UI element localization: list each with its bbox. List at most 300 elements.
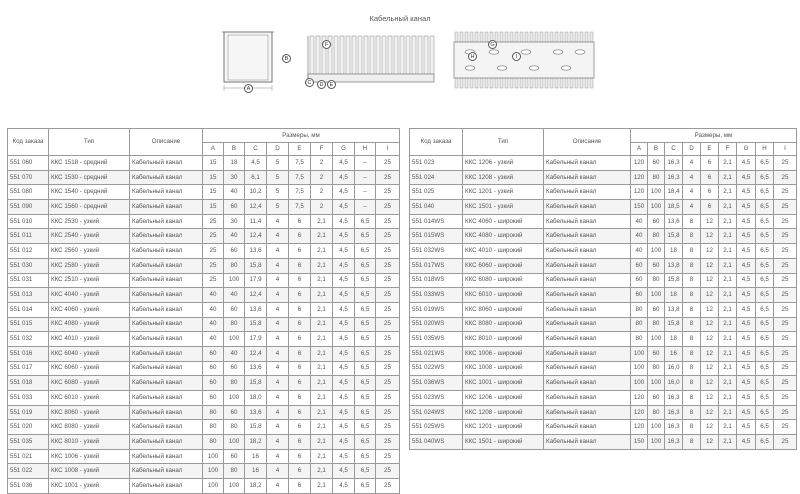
dimension-cell: 60: [648, 302, 665, 317]
type-cell: ККС 8060 - широкий: [463, 302, 544, 317]
type-cell: ККС 1518 - средний: [49, 156, 130, 171]
type-cell: ККС 1208 - широкий: [463, 405, 544, 420]
type-cell: ККС 4080 - широкий: [463, 229, 544, 244]
dimension-cell: 6,5: [756, 229, 774, 244]
type-cell: ККС 1501 - широкий: [463, 435, 544, 450]
type-cell: ККС 1201 - широкий: [463, 420, 544, 435]
description-cell: Кабельный канал: [544, 214, 631, 229]
dimension-cell: 4,5: [333, 435, 355, 450]
table-row: [8, 302, 400, 317]
dimension-cell: 6: [289, 302, 311, 317]
dim-col-header: E: [289, 143, 311, 156]
dimension-cell: 25: [774, 420, 797, 435]
type-cell: ККС 4080 - узкий: [49, 317, 130, 332]
dimension-cell: 8: [683, 391, 701, 406]
dimension-cell: 60: [648, 214, 665, 229]
dimension-cell: 2,1: [719, 346, 737, 361]
dimension-cell: 6,5: [355, 449, 376, 464]
dimension-cell: 13,6: [665, 214, 683, 229]
dimension-cell: 12: [701, 420, 719, 435]
table-row: [410, 200, 797, 215]
dimension-cell: 80: [224, 376, 245, 391]
dimension-cell: 25: [376, 449, 400, 464]
dimension-cell: 25: [774, 156, 797, 171]
dimension-cell: 2,1: [719, 258, 737, 273]
dimension-cell: 6,5: [355, 288, 376, 303]
table-row: [8, 258, 400, 273]
dimension-cell: 25: [774, 214, 797, 229]
order-code-cell: 551 024: [410, 170, 463, 185]
dimension-cell: 2,1: [719, 405, 737, 420]
dim-label-h: H: [468, 52, 477, 61]
type-cell: ККС 1006 - узкий: [49, 449, 130, 464]
dimension-cell: 25: [203, 229, 224, 244]
order-code-cell: 551 023: [410, 156, 463, 171]
dimension-cell: 2,1: [719, 435, 737, 450]
dimension-cell: 6,5: [756, 346, 774, 361]
dimension-cell: 120: [631, 170, 648, 185]
dimension-cell: 15,8: [665, 273, 683, 288]
description-cell: Кабельный канал: [130, 317, 203, 332]
dim-col-header: H: [756, 143, 774, 156]
dim-col-header: E: [701, 143, 719, 156]
dimension-cell: 60: [648, 258, 665, 273]
col-header-dims: Размеры, мм: [203, 129, 400, 143]
dimension-cell: 16,3: [665, 170, 683, 185]
description-cell: Кабельный канал: [130, 435, 203, 450]
dimension-cell: 25: [774, 258, 797, 273]
dimension-cell: 8: [683, 420, 701, 435]
type-cell: ККС 6010 - узкий: [49, 391, 130, 406]
description-cell: Кабельный канал: [130, 332, 203, 347]
order-code-cell: 551 036: [8, 479, 49, 494]
dimension-cell: 6: [701, 170, 719, 185]
table-row: [8, 229, 400, 244]
dimension-cell: 25: [774, 332, 797, 347]
dimension-cell: 16,3: [665, 391, 683, 406]
dimension-cell: 25: [376, 332, 400, 347]
type-cell: ККС 1001 - широкий: [463, 376, 544, 391]
dimension-cell: 6,1: [245, 170, 267, 185]
dimension-cell: 40: [203, 288, 224, 303]
dimension-cell: 4,5: [737, 405, 756, 420]
dimension-cell: 4: [267, 258, 289, 273]
dimension-cell: 4: [267, 420, 289, 435]
type-cell: ККС 6040 - узкий: [49, 346, 130, 361]
dim-label-e: E: [327, 80, 336, 89]
description-cell: Кабельный канал: [544, 288, 631, 303]
description-cell: Кабельный канал: [130, 376, 203, 391]
dimension-cell: 100: [203, 449, 224, 464]
dimension-cell: 6,5: [756, 244, 774, 259]
dimension-cell: 2,1: [311, 346, 333, 361]
dimension-cell: 8: [683, 229, 701, 244]
dimension-cell: 12: [701, 332, 719, 347]
dimension-cell: 2,1: [311, 317, 333, 332]
dimension-cell: 4,5: [737, 156, 756, 171]
dimension-cell: 80: [648, 229, 665, 244]
dimension-cell: 16,3: [665, 156, 683, 171]
dim-col-header: B: [648, 143, 665, 156]
type-cell: ККС 1501 - узкий: [463, 200, 544, 215]
table-row: [8, 317, 400, 332]
order-code-cell: 551 024WS: [410, 405, 463, 420]
dimension-cell: 100: [224, 332, 245, 347]
dimension-cell: 25: [376, 244, 400, 259]
dimension-cell: 25: [774, 244, 797, 259]
dim-col-header: C: [245, 143, 267, 156]
dimension-cell: 6,5: [355, 244, 376, 259]
dimension-cell: 6: [289, 391, 311, 406]
dimension-cell: 2: [311, 200, 333, 215]
dimension-cell: 25: [203, 273, 224, 288]
description-cell: Кабельный канал: [130, 302, 203, 317]
dimension-cell: 80: [631, 332, 648, 347]
dimension-cell: 4,5: [333, 185, 355, 200]
dimension-cell: 100: [648, 288, 665, 303]
dimension-cell: 100: [648, 185, 665, 200]
dimension-cell: 6: [289, 361, 311, 376]
dim-col-header: F: [719, 143, 737, 156]
dimension-cell: 6,5: [756, 420, 774, 435]
dimension-cell: 25: [774, 435, 797, 450]
dimension-cell: 4,5: [737, 273, 756, 288]
dimension-cell: 25: [774, 317, 797, 332]
dimension-cell: 2,1: [719, 332, 737, 347]
dimension-cell: 80: [224, 317, 245, 332]
dimension-cell: 6,5: [355, 405, 376, 420]
table-row: [8, 273, 400, 288]
dimension-cell: 25: [376, 156, 400, 171]
dim-label-c: C: [305, 78, 314, 87]
table-row: [410, 302, 797, 317]
dimension-cell: 80: [648, 317, 665, 332]
table-row: [8, 346, 400, 361]
dimension-cell: 2,1: [719, 229, 737, 244]
type-cell: ККС 2580 - узкий: [49, 258, 130, 273]
dimension-cell: 8: [683, 273, 701, 288]
dimension-cell: 13,6: [245, 302, 267, 317]
table-row: [8, 185, 400, 200]
dimension-cell: 4,5: [333, 361, 355, 376]
dimension-cell: 120: [631, 185, 648, 200]
dimension-cell: 25: [376, 376, 400, 391]
description-cell: Кабельный канал: [130, 464, 203, 479]
dimension-cell: 150: [631, 435, 648, 450]
dimension-cell: 6,5: [355, 258, 376, 273]
dimension-cell: 2,1: [719, 376, 737, 391]
dimension-cell: 4,5: [333, 273, 355, 288]
order-code-cell: 551 020WS: [410, 317, 463, 332]
dimension-cell: 6: [289, 479, 311, 494]
dimension-cell: 8: [683, 317, 701, 332]
dimension-cell: 6,5: [355, 317, 376, 332]
dimension-cell: 6: [289, 464, 311, 479]
table-row: [410, 435, 797, 450]
dimension-cell: 25: [774, 346, 797, 361]
dimension-cell: 8: [683, 258, 701, 273]
order-code-cell: 551 019: [8, 405, 49, 420]
dimension-cell: 4: [267, 214, 289, 229]
dimension-cell: 2,1: [311, 479, 333, 494]
dimension-cell: 25: [376, 420, 400, 435]
dimension-cell: 2,1: [719, 200, 737, 215]
dimension-cell: 2: [311, 170, 333, 185]
dimension-cell: 100: [648, 332, 665, 347]
type-cell: ККС 1208 - узкий: [463, 170, 544, 185]
dimension-cell: 25: [376, 258, 400, 273]
dimension-cell: 80: [631, 317, 648, 332]
table-row: [8, 435, 400, 450]
dimension-cell: 60: [224, 302, 245, 317]
dimension-cell: 4,5: [333, 464, 355, 479]
dimension-cell: 6,5: [756, 391, 774, 406]
dimension-cell: 6,5: [355, 361, 376, 376]
dimension-cell: 25: [376, 464, 400, 479]
description-cell: Кабельный канал: [544, 420, 631, 435]
dimension-cell: 17,9: [245, 332, 267, 347]
dimension-cell: 2,1: [719, 361, 737, 376]
type-cell: ККС 4060 - узкий: [49, 302, 130, 317]
dimension-cell: 18: [665, 332, 683, 347]
dimension-cell: 4,5: [333, 479, 355, 494]
dimension-cell: 8: [683, 346, 701, 361]
dimension-cell: 25: [774, 229, 797, 244]
description-cell: Кабельный канал: [130, 361, 203, 376]
type-cell: ККС 1560 - средний: [49, 200, 130, 215]
dimension-cell: 2,1: [719, 214, 737, 229]
dimension-cell: 25: [774, 273, 797, 288]
dimension-cell: 6,5: [756, 302, 774, 317]
dimension-cell: 120: [631, 405, 648, 420]
dimension-cell: 60: [224, 361, 245, 376]
dimension-cell: 8: [683, 376, 701, 391]
table-row: [410, 288, 797, 303]
dimension-cell: 8: [683, 244, 701, 259]
dimension-cell: 6: [289, 317, 311, 332]
dimension-cell: 4: [683, 185, 701, 200]
table-row: [8, 376, 400, 391]
dimension-cell: 8: [683, 332, 701, 347]
dimension-cell: 13,8: [665, 302, 683, 317]
dimension-cell: 80: [224, 464, 245, 479]
dimension-cell: 60: [203, 346, 224, 361]
description-cell: Кабельный канал: [544, 376, 631, 391]
type-cell: ККС 2530 - узкий: [49, 214, 130, 229]
description-cell: Кабельный канал: [544, 244, 631, 259]
type-cell: ККС 1530 - средний: [49, 170, 130, 185]
dimension-cell: 18,4: [665, 185, 683, 200]
dimension-cell: 6: [289, 214, 311, 229]
dimension-cell: 15,8: [245, 420, 267, 435]
dimension-cell: 2,1: [719, 420, 737, 435]
order-code-cell: 551 060: [8, 156, 49, 171]
dim-col-header: I: [774, 143, 797, 156]
dimension-cell: 6,5: [756, 376, 774, 391]
dimension-cell: 4,5: [737, 420, 756, 435]
table-row: [8, 464, 400, 479]
type-cell: ККС 1206 - широкий: [463, 391, 544, 406]
table-row: [410, 258, 797, 273]
dimension-cell: 40: [224, 185, 245, 200]
dimension-cell: 6,5: [756, 200, 774, 215]
dimension-cell: 4,5: [737, 200, 756, 215]
description-cell: Кабельный канал: [130, 288, 203, 303]
dimension-cell: 4: [267, 317, 289, 332]
dimension-cell: 6: [289, 332, 311, 347]
dimension-cell: 6,5: [355, 391, 376, 406]
dimension-cell: 2,1: [311, 229, 333, 244]
dimension-cell: 25: [203, 244, 224, 259]
dimension-cell: 15,8: [245, 258, 267, 273]
order-code-cell: 551 035: [8, 435, 49, 450]
dimension-cell: 5: [267, 156, 289, 171]
dimension-cell: 6: [289, 449, 311, 464]
type-cell: ККС 4060 - широкий: [463, 214, 544, 229]
type-cell: ККС 8010 - широкий: [463, 332, 544, 347]
dimension-cell: 6,5: [756, 435, 774, 450]
order-code-cell: 551 010: [8, 214, 49, 229]
dimension-cell: 12,4: [245, 200, 267, 215]
dimension-cell: 40: [631, 244, 648, 259]
dimension-cell: 6,5: [355, 479, 376, 494]
dimension-cell: 12: [701, 435, 719, 450]
type-cell: ККС 1008 - широкий: [463, 361, 544, 376]
dimension-cell: 13,6: [245, 244, 267, 259]
dimension-cell: 25: [774, 405, 797, 420]
dimension-cell: --: [355, 200, 376, 215]
dimension-cell: 4,5: [333, 346, 355, 361]
dimension-cell: 25: [376, 214, 400, 229]
description-cell: Кабельный канал: [130, 185, 203, 200]
table-row: [8, 405, 400, 420]
dimension-cell: 2,1: [311, 376, 333, 391]
dimension-cell: 80: [203, 405, 224, 420]
table-row: [8, 156, 400, 171]
type-cell: ККС 6080 - узкий: [49, 376, 130, 391]
dimension-cell: 12: [701, 346, 719, 361]
table-row: [410, 332, 797, 347]
dimension-cell: 80: [203, 435, 224, 450]
description-cell: Кабельный канал: [544, 170, 631, 185]
description-cell: Кабельный канал: [130, 229, 203, 244]
dimension-cell: 6,5: [355, 214, 376, 229]
dimension-cell: 6: [701, 156, 719, 171]
dimension-cell: 4: [683, 156, 701, 171]
dimension-cell: 13,6: [245, 405, 267, 420]
dimension-cell: 4,5: [333, 302, 355, 317]
dimension-cell: 12: [701, 273, 719, 288]
dimension-cell: 40: [224, 346, 245, 361]
dimension-cell: 2,1: [719, 391, 737, 406]
dimension-cell: 8: [683, 302, 701, 317]
dimension-cell: 2,1: [311, 244, 333, 259]
dimension-cell: 4,5: [737, 376, 756, 391]
dimension-cell: 18,2: [245, 479, 267, 494]
dimension-cell: 13,8: [665, 258, 683, 273]
order-code-cell: 551 019WS: [410, 302, 463, 317]
dimension-cell: 6,5: [355, 464, 376, 479]
order-code-cell: 551 022: [8, 464, 49, 479]
dimension-cell: 5: [267, 185, 289, 200]
dimension-cell: 120: [631, 156, 648, 171]
dimension-cell: 4: [267, 464, 289, 479]
dimension-cell: 25: [203, 214, 224, 229]
dimension-cell: 4,5: [737, 288, 756, 303]
table-row: [410, 317, 797, 332]
dimension-cell: 100: [648, 244, 665, 259]
dimension-cell: 18,5: [665, 200, 683, 215]
order-code-cell: 551 017WS: [410, 258, 463, 273]
description-cell: Кабельный канал: [130, 273, 203, 288]
dimension-cell: 5: [267, 200, 289, 215]
table-row: [8, 170, 400, 185]
dimension-cell: 2,1: [311, 273, 333, 288]
order-code-cell: 551 011: [8, 229, 49, 244]
dimension-cell: 40: [224, 288, 245, 303]
dimension-cell: 25: [376, 479, 400, 494]
table-row: [410, 391, 797, 406]
dimension-cell: 4,5: [333, 156, 355, 171]
table-row: [8, 200, 400, 215]
table-row: [410, 244, 797, 259]
dimension-cell: 12: [701, 391, 719, 406]
dimension-cell: 4,5: [333, 229, 355, 244]
dimension-cell: 6,5: [756, 273, 774, 288]
dimension-cell: 8: [683, 435, 701, 450]
dimension-cell: 2,1: [719, 302, 737, 317]
dimension-cell: 6,5: [355, 346, 376, 361]
dimension-cell: 25: [203, 258, 224, 273]
dimension-cell: 25: [774, 288, 797, 303]
order-code-cell: 551 020: [8, 420, 49, 435]
dimension-cell: 100: [224, 391, 245, 406]
dimension-cell: 12: [701, 405, 719, 420]
type-cell: ККС 4010 - узкий: [49, 332, 130, 347]
description-cell: Кабельный канал: [130, 244, 203, 259]
dimension-cell: 15: [203, 170, 224, 185]
dimension-cell: 18,2: [245, 435, 267, 450]
order-code-cell: 551 040: [410, 200, 463, 215]
description-cell: Кабельный канал: [544, 200, 631, 215]
dimension-cell: 80: [648, 361, 665, 376]
dimension-cell: 15,8: [245, 376, 267, 391]
dimension-cell: 2: [311, 156, 333, 171]
description-cell: Кабельный канал: [130, 405, 203, 420]
description-cell: Кабельный канал: [130, 391, 203, 406]
dimension-cell: 25: [774, 376, 797, 391]
dimension-cell: 17,9: [245, 273, 267, 288]
dimension-cell: 12: [701, 288, 719, 303]
type-cell: ККС 2510 - узкий: [49, 273, 130, 288]
order-code-cell: 551 014: [8, 302, 49, 317]
dimension-cell: 10,2: [245, 185, 267, 200]
dimension-cell: 25: [774, 170, 797, 185]
dimension-cell: 4,5: [737, 244, 756, 259]
dimension-cell: 120: [631, 391, 648, 406]
dimension-cell: 40: [203, 332, 224, 347]
dimension-cell: 2,1: [311, 420, 333, 435]
dimension-cell: 2,1: [311, 332, 333, 347]
dimension-cell: 4,5: [737, 391, 756, 406]
dimension-cell: 4,5: [737, 361, 756, 376]
type-cell: ККС 1206 - узкий: [463, 156, 544, 171]
dimension-cell: 5: [267, 170, 289, 185]
dimension-cell: 25: [376, 317, 400, 332]
dimension-cell: 60: [224, 244, 245, 259]
dim-label-b: B: [282, 54, 291, 63]
dimension-cell: 80: [203, 420, 224, 435]
